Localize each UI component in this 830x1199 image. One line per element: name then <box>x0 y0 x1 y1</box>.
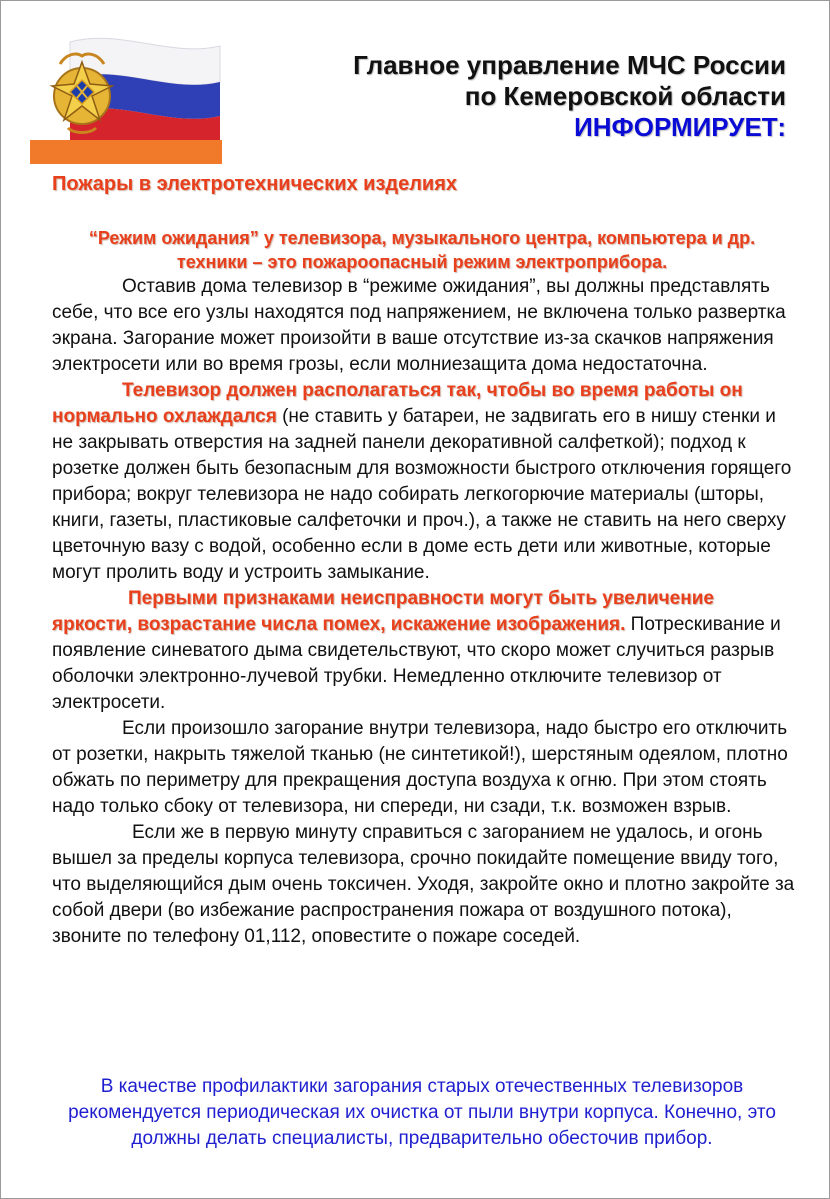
footer-advice: В качестве профилактики загорания старых отечественных телевизоров рекомендуется периодическая их очистка от пыли внутри корпуса. Конечно, это должны делать специалисты, предварительно обесточив прибор. <box>68 1076 776 1149</box>
paragraph-symptoms: Первыми признаками неисправности могут быть увеличение яркости, возрастание числа помех, искажение изображения. Потрескивание и появление синеватого дыма свидетельствуют, что скоро может случиться разрыв оболочки электронно-лучевой трубки. Немедленно отключите телевизор от электросети. <box>52 588 781 713</box>
header-line-region: по Кемеровской области <box>464 81 786 111</box>
paragraph-evacuate: Если же в первую минуту справиться с загоранием не удалось, и огонь вышел за пределы корпуса телевизора, срочно покидайте помещение ввиду того, что выделяющийся дым очень токсичен. Уходя, закройте окно и плотно закройте за собой двери (во избежание распространения пожара от воздушного потока), звоните по телефону 01,112, оповестите о пожаре соседей. <box>52 822 795 947</box>
lead-paragraph: “Режим ожидания” у телевизора, музыкального центра, компьютера и др. техники – это пожароопасный режим электроприбора. <box>88 228 756 272</box>
paragraph-standby: Оставив дома телевизор в “режиме ожидания”, вы должны представлять себе, что все его узлы находятся под напряжением, не включена только развертка экрана. Загорание может произойти в ваше отсутствие из-за скачков напряжения электросети или во время грозы, если молниезащита дома недостаточна. <box>52 276 786 375</box>
placement-highlight: Телевизор должен располагаться так, чтобы во время работы он нормально охлаждался <box>52 380 743 427</box>
symptoms-highlight: Первыми признаками неисправности могут быть увеличение яркости, возрастание числа помех, искажение изображения. <box>52 588 714 635</box>
body-text <box>52 274 797 950</box>
header-block <box>353 50 786 143</box>
section-title: Пожары в электротехнических изделиях <box>52 173 458 195</box>
paragraph-placement: Телевизор должен располагаться так, чтобы во время работы он нормально охлаждался (не ставить у батареи, не задвигать его в нишу стенки и не закрывать отверстия на задней панели декоративной салфеткой); подход к розетке должен быть безопасным для возможности быстрого отключения горящего прибора; вокруг телевизора не надо собирать легкогорючие материалы (шторы, книги, газеты, пластиковые салфеточки и проч.), а также не ставить на него сверху цветочную вазу с водой, особенно если в доме есть дети или животные, которые могут пролить воду и устроить замыкание. <box>52 380 792 583</box>
mchs-emblem-with-russian-flag-icon <box>30 24 222 164</box>
header-line-ministry: Главное управление МЧС России <box>353 50 786 80</box>
header-line-informs: ИНФОРМИРУЕТ: <box>574 112 786 142</box>
paragraph-fire-inside: Если произошло загорание внутри телевизора, надо быстро его отключить от розетки, накрыть тяжелой тканью (не синтетикой!), шерстяным одеялом, плотно обжать по периметру для прекращения доступа воздуха к огню. При этом стоять надо только сбоку от телевизора, ни спереди, ни сзади, т.к. возможен взрыв. <box>52 718 788 817</box>
